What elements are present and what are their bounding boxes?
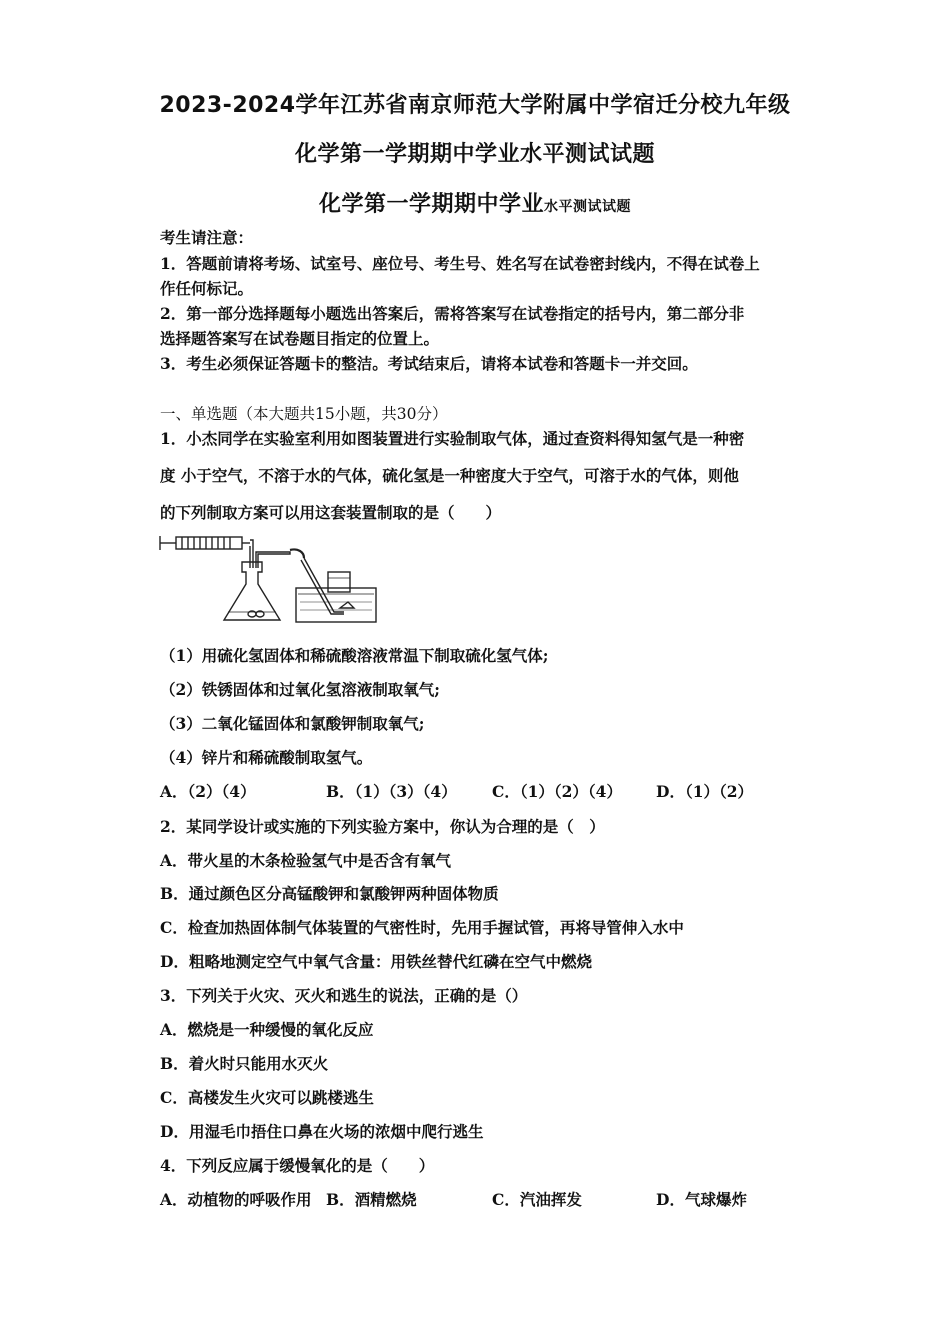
- q4-option-b: B．酒精燃烧: [326, 1190, 417, 1209]
- q1-item: （4）锌片和稀硫酸制取氢气。: [160, 748, 373, 767]
- q1-stem-line: 度 小于空气，不溶于水的气体，硫化氢是一种密度大于空气，可溶于水的气体，则他: [160, 466, 739, 485]
- q1-option-c: C．（1）（2）（4）: [492, 782, 622, 801]
- q3-option: C．高楼发生火灾可以跳楼逃生: [160, 1088, 374, 1107]
- q1-item: （2）铁锈固体和过氧化氢溶液制取氧气;: [160, 680, 441, 699]
- exam-title-line-3-small: 水平测试试题: [544, 199, 631, 215]
- exam-title-line-1: 2023-2024学年江苏省南京师范大学附属中学宿迁分校九年级: [159, 93, 791, 118]
- q1-option-d: D．（1）（2）: [656, 782, 754, 801]
- q2-stem: 2．某同学设计或实施的下列实验方案中，你认为合理的是（ ）: [160, 817, 605, 836]
- q1-stem-line: 的下列制取方案可以用这套装置制取的是（ ）: [160, 503, 502, 522]
- q3-option: D．用湿毛巾捂住口鼻在火场的浓烟中爬行逃生: [160, 1122, 484, 1141]
- q2-option: C．检查加热固体制气体装置的气密性时，先用手握试管，再将导管伸入水中: [160, 918, 684, 937]
- notice-line: 选择题答案写在试卷题目指定的位置上。: [160, 329, 440, 348]
- notice-line: 3．考生必须保证答题卡的整洁。考试结束后，请将本试卷和答题卡一并交回。: [160, 354, 698, 373]
- exam-title-line-2: 化学第一学期期中学业水平测试试题: [294, 142, 655, 167]
- q4-option-c: C．汽油挥发: [492, 1190, 582, 1209]
- q1-item: （1）用硫化氢固体和稀硫酸溶液常温下制取硫化氢气体;: [160, 646, 549, 665]
- q2-option: D．粗略地测定空气中氧气含量：用铁丝替代红磷在空气中燃烧: [160, 952, 592, 971]
- gas-apparatus-figure: [158, 528, 418, 628]
- q1-option-b: B．（1）（3）（4）: [326, 782, 457, 801]
- q4-option-a: A．动植物的呼吸作用: [160, 1190, 312, 1209]
- q2-option: B．通过颜色区分高锰酸钾和氯酸钾两种固体物质: [160, 884, 499, 903]
- notice-heading: 考生请注意：: [160, 228, 254, 247]
- notice-line: 1．答题前请将考场、试室号、座位号、考生号、姓名写在试卷密封线内，不得在试卷上: [160, 254, 760, 273]
- section-heading: 一、单选题（本大题共15小题，共30分）: [160, 405, 448, 423]
- q3-option: B．着火时只能用水灭火: [160, 1054, 329, 1073]
- q2-option: A．带火星的木条检验氢气中是否含有氧气: [160, 851, 452, 870]
- q3-stem: 3．下列关于火灾、灭火和逃生的说法，正确的是（）: [160, 986, 528, 1005]
- q4-stem: 4．下列反应属于缓慢氧化的是（ ）: [160, 1156, 435, 1175]
- exam-title-line-3-main: 化学第一学期期中学业: [318, 192, 544, 217]
- exam-title-line-3: [0, 187, 950, 218]
- q1-option-a: A．（2）（4）: [160, 782, 256, 801]
- q1-item: （3）二氧化锰固体和氯酸钾制取氧气;: [160, 714, 425, 733]
- q3-option: A．燃烧是一种缓慢的氧化反应: [160, 1020, 374, 1039]
- notice-line: 作任何标记。: [160, 279, 254, 298]
- notice-line: 2．第一部分选择题每小题选出答案后，需将答案写在试卷指定的括号内，第二部分非: [160, 304, 745, 323]
- q1-stem-line: 1．小杰同学在实验室利用如图装置进行实验制取气体，通过查资料得知氢气是一种密: [160, 429, 745, 448]
- q4-option-d: D．气球爆炸: [656, 1190, 747, 1209]
